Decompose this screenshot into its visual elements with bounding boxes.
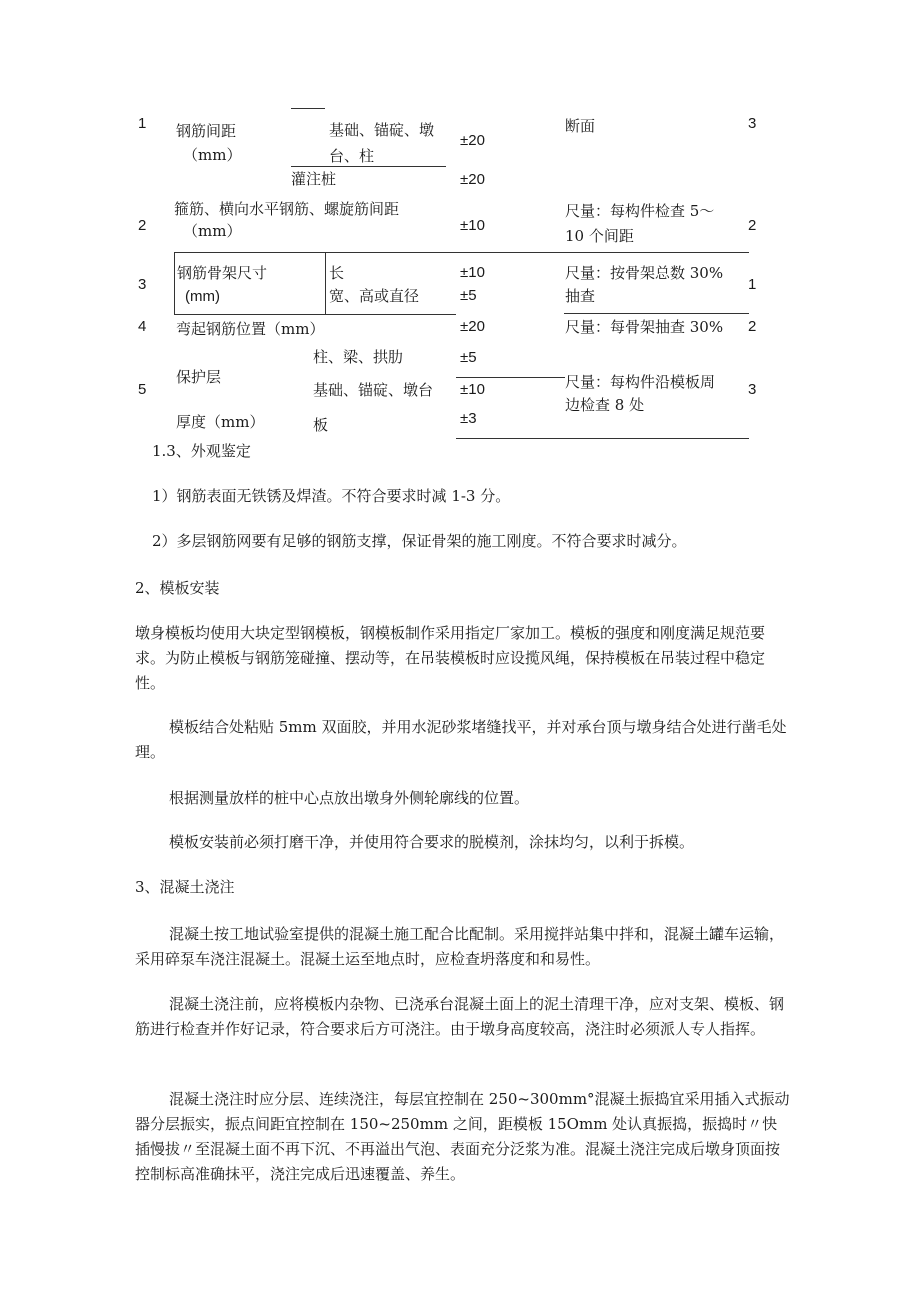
list-item: 2）多层钢筋网要有足够的钢筋支撑，保证骨架的施工刚度。不符合要求时减分。: [152, 532, 687, 550]
row-number: 3: [138, 276, 147, 293]
check-method: 抽查: [565, 287, 596, 305]
check-item: 弯起钢筋位置（mm）: [176, 320, 325, 338]
sub-item: 基础、锚碇、墩: [329, 121, 435, 139]
sub-item: 长: [329, 264, 345, 282]
check-item: （mm）: [183, 222, 242, 240]
check-method: 断面: [565, 117, 596, 135]
check-item: 钢筋间距: [176, 122, 237, 140]
paragraph: [135, 830, 791, 855]
tolerance: ±20: [460, 132, 485, 149]
check-item: 钢筋骨架尺寸: [177, 264, 268, 282]
section-heading: 2、模板安装: [135, 579, 220, 597]
sub-item: 板: [313, 416, 329, 434]
list-item: 1）钢筋表面无铁锈及焊渣。不符合要求时减 1-3 分。: [152, 487, 511, 505]
score: 2: [748, 217, 757, 234]
table-rule: [174, 252, 175, 314]
tolerance: ±20: [460, 171, 485, 188]
paragraph: [135, 992, 791, 1042]
check-method: 边检查 8 处: [565, 396, 645, 414]
paragraph: [135, 715, 791, 765]
paragraph: [135, 786, 791, 811]
check-method: 尺量：每骨架抽查 30%: [565, 318, 724, 336]
table-rule: [456, 377, 565, 378]
paragraph-text: 混凝土浇注时应分层、连续浇注，每层宜控制在 250~300mm°混凝土振捣宜采用插入式振动器分层振实，振点间距宜控制在 150~250mm 之间，距模板 15Omm 处认真振捣，振捣时〃快插慢拔〃至混凝土面不再下沉、不再溢出气泡、表面充分泛浆为准。混凝土浇注完成后墩身顶面按控制标高准确抹平，浇注完成后迅速覆盖、养生。: [135, 1090, 790, 1183]
tolerance: ±5: [460, 349, 477, 366]
sub-item: 灌注桩: [291, 170, 337, 188]
score: 1: [748, 276, 757, 293]
sub-item: 柱、梁、拱肋: [313, 348, 404, 366]
table-rule: [174, 314, 456, 315]
table-rule: [564, 313, 749, 314]
paragraph: [135, 1087, 791, 1187]
row-number: 4: [138, 318, 147, 335]
table-rule: [291, 108, 325, 109]
paragraph-text: 混凝土浇注前，应将模板内杂物、已浇承台混凝土面上的泥土清理干净，应对支架、模板、钢筋进行检查并作好记录，符合要求后方可浇注。由于墩身高度较高，浇注时必须派人专人指挥。: [135, 995, 785, 1038]
check-method: 尺量：按骨架总数 30%: [565, 264, 724, 282]
paragraph: 墩身模板均使用大块定型钢模板，钢模板制作采用指定厂家加工。模板的强度和刚度满足规范要求。为防止模板与钢筋笼碰撞、摆动等，在吊装模板时应设揽风绳，保持模板在吊装过程中稳定性。: [135, 624, 766, 692]
section-heading: 1.3、外观鉴定: [152, 442, 251, 460]
tolerance: ±10: [460, 264, 485, 281]
check-item: 箍筋、横向水平钢筋、螺旋筋间距: [174, 200, 400, 218]
table-rule: [456, 438, 749, 439]
score: 2: [748, 318, 757, 335]
tolerance: ±5: [460, 287, 477, 304]
tolerance: ±10: [460, 217, 485, 234]
sub-item: 宽、高或直径: [329, 287, 420, 305]
section-heading: 3、混凝土浇注: [135, 878, 235, 896]
tolerance: ±3: [460, 410, 477, 427]
paragraph-text: 模板安装前必须打磨干净，并使用符合要求的脱模剂，涂抹均匀，以利于拆模。: [169, 833, 695, 851]
sub-item: 基础、锚碇、墩台: [313, 381, 434, 399]
paragraph-text: 根据测量放样的桩中心点放出墩身外侧轮廓线的位置。: [169, 789, 530, 807]
check-method: 尺量：每构件检查 5～: [565, 202, 715, 220]
score: 3: [748, 115, 757, 132]
row-number: 1: [138, 115, 147, 132]
row-number: 5: [138, 381, 147, 398]
row-number: 2: [138, 217, 147, 234]
check-item: 保护层: [176, 368, 222, 386]
check-method: 尺量：每构件沿模板周: [565, 373, 716, 391]
score: 3: [748, 381, 757, 398]
check-item: (mm): [185, 288, 220, 305]
table-rule: [174, 252, 749, 253]
check-item: 厚度（mm）: [176, 413, 265, 431]
check-method: 10 个间距: [565, 227, 634, 245]
tolerance: ±20: [460, 318, 485, 335]
paragraph-text: 混凝土按工地试验室提供的混凝土施工配合比配制。采用搅拌站集中拌和，混凝土罐车运输，采用碎泵车浇注混凝土。混凝土运至地点时，应检查坍落度和和易性。: [135, 925, 785, 968]
check-item: （mm）: [183, 146, 242, 164]
sub-item: 台、柱: [329, 147, 375, 165]
paragraph-text: 模板结合处粘贴 5mm 双面胶，并用水泥砂浆堵缝找平，并对承台顶与墩身结合处进行凿毛处理。: [135, 718, 787, 761]
table-rule: [325, 252, 326, 314]
paragraph: [135, 922, 791, 972]
tolerance: ±10: [460, 381, 485, 398]
